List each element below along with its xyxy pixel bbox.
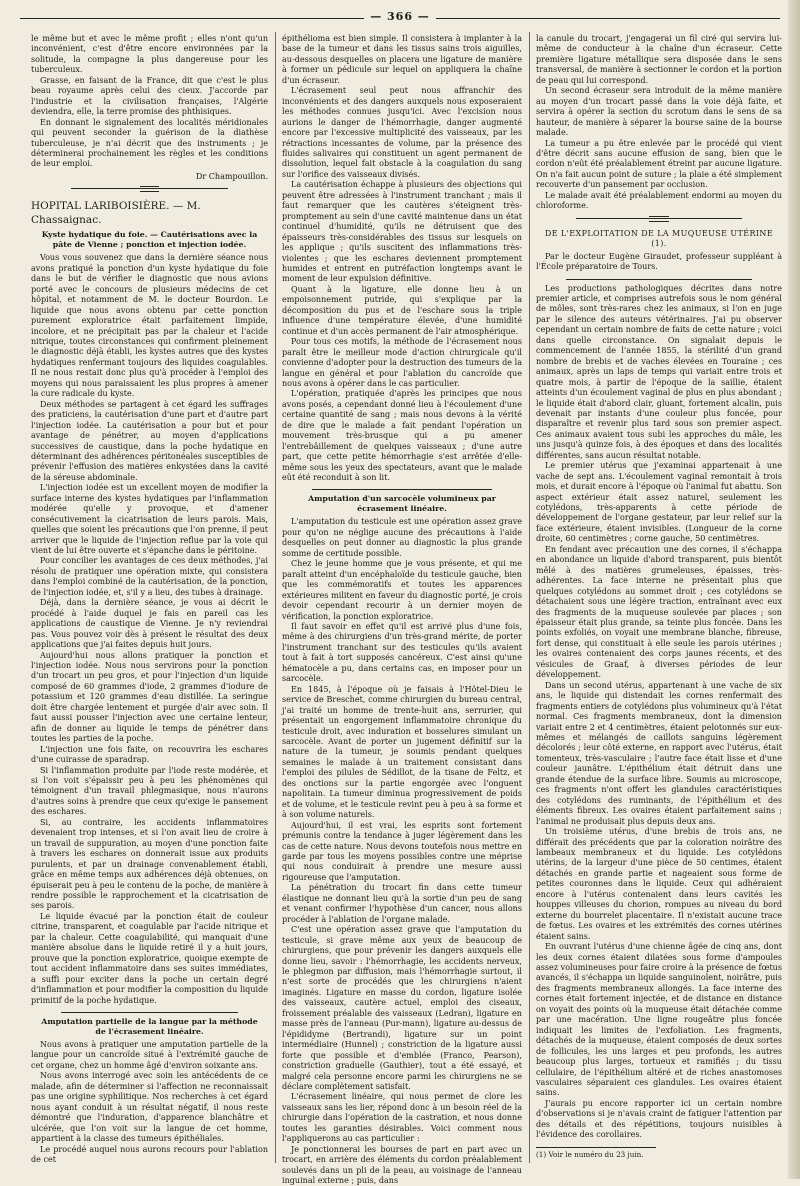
paragraph: Quant à la ligature, elle donne lieu à un empoisonnement putride, qui s'explique par la décomposition du pus et de l'eschare sous la triple influence d'une température élevée, d'une humidité continue et d'un accès permanent de l'air atmosphérique. bbox=[282, 284, 522, 336]
paragraph: Le malade avait été préalablement endormi au moyen du chloroforme. bbox=[536, 190, 782, 211]
paragraph: En ouvrant l'utérus d'une chienne âgée de cinq ans, dont les deux cornes étaient dilatées sous forme d'ampoules assez volumineuses pour faire croire à la présence de fœtus avancés, il s'échappa un liquide sanguinolent, noirâtre, puis des fragments membraneux allongés. La face interne des cornes était fortement injectée, et de distance en distance on voyait des points où la muqueuse était détachée comme par une macération. Une ligne rougeâtre plus foncée indiquait les limites de l'exfoliation. Les fragments, détachés de la muqueuse, étaient composés de deux sortes de follicules, les uns larges et peu profonds, les autres beaucoup plus larges, tortueux et ramifiés ; du tissu cellulaire, de l'épithélium altéré et de riches anastomoses vasculaires séparaient ces glandules. Les ovaires étaient sains. bbox=[536, 942, 782, 1098]
section-separator bbox=[71, 188, 228, 193]
case-subheading: Amputation d'un sarcocèle volumineux par écrasement linéaire. bbox=[308, 494, 496, 514]
paragraph: En fendant avec précaution une des cornes, il s'échappa en abondance un liquide d'abord transparent, puis bientôt mêlé à des matières grumeleuses, épaisses, très-adhérentes. La face interne ne présentait plus que quelques cotylédons au sommet droit ; ces cotylédons se détachaient sous une légère traction, entraînant avec eux des fragments de la muqueuse soulevée par places ; son épaisseur était plus grande, sa teinte plus foncée. Dans les points exfoliés, on voyait une membrane blanche, fibreuse, fort dense, qui constituait à elle seule les parois utérines ; les ovaires contenaient des corps jaunes récents, et des vésicules de Graaf, à diverses périodes de leur développement. bbox=[536, 544, 782, 680]
article-title: DE L'EXPLOITATION DE LA MUQUEUSE UTÉRINE (1). bbox=[544, 228, 774, 249]
section-separator bbox=[566, 279, 752, 280]
case-subheading: Amputation partielle de la langue par la méthode de l'écrasement linéaire. bbox=[41, 1016, 258, 1036]
paragraph: J'aurais pu encore rapporter ici un certain nombre d'observations si je n'avais craint de fatiguer l'attention par des détails et des répétitions, toujours nuisibles à l'évidence des corollaires. bbox=[536, 1098, 782, 1140]
paragraph: Aujourd'hui nous allons pratiquer la ponction et l'injection iodée. Nous nous servirons pour la ponction d'un trocart un peu gros, et pour l'injection d'un liquide composé de 60 grammes d'iode, 2 grammes d'iodure de potassium et 120 grammes d'eau distillée. La seringue doit être chargée lentement et purgée d'air avec soin. Il faut aussi pousser l'injection avec une certaine lenteur, afin de donner au liquide le temps de pénétrer dans toutes les parties de la poche. bbox=[31, 650, 268, 744]
hospital-heading: HOPITAL LARIBOISIÈRE. — M. Chassaignac. bbox=[31, 200, 201, 227]
paragraph: L'opération, pratiquée d'après les principes que nous avons posés, a cependant donné lieu à l'écoulement d'une certaine quantité de sang ; mais nous devons à la vérité de dire que le malade a fait pendant l'opération un mouvement très-brusque qui a pu amener l'entrebâillement de quelques vaisseaux ; d'une autre part, que cette petite hémorrhagie s'est arrêtée d'elle-même sous les yeux des spectateurs, avant que le malade eût été reconduit à son lit. bbox=[282, 389, 522, 483]
column-divider bbox=[529, 32, 530, 1163]
paragraph: Vous vous souvenez que dans la dernière séance nous avons pratiqué la ponction d'un kyste hydatique du foie dans le but de vérifier le diagnostic que nous avions porté avec le concours de plusieurs médecins de cet hôpital, et notamment de M. le docteur Bourdon. Le liquide que nous avons obtenu par cette ponction purement exploratrice était parfaitement limpide, incolore, et ne précipitait pas par la chaleur et l'acide nitrique, toutes circonstances qui confirment pleinement le diagnostic déjà établi, les kystes autres que des kystes hydatiques renfermant toujours des liquides coagulables. Il ne nous restait donc plus qu'à procéder à l'emploi des moyens qui nous paraissaient les plus propres à amener la cure radicale du kyste. bbox=[31, 253, 268, 399]
paragraph: En donnant le signalement des localités méridionales qui peuvent seconder la guérison de la diathèse tuberculeuse, je n'ai décrit que des instruments ; je déterminerai prochainement les règles et les conditions de leur emploi. bbox=[31, 117, 268, 169]
paragraph: Nous avons interrogé avec soin les antécédents de ce malade, afin de déterminer si l'affection ne reconnaissait pas une origine syphilitique. Nos recherches à cet égard nous ayant conduit à un résultat négatif, il nous reste démontré que l'induration, d'apparence blanchâtre et ulcérée, que l'on voit sur la langue de cet homme, appartient à la classe des tumeurs épithéliales. bbox=[31, 1071, 268, 1144]
author-signature: Dr Champouillon. bbox=[195, 171, 268, 181]
paragraph: Les productions pathologiques décrites dans notre premier article, et comprises autrefois sous le nom général de môles, sont très-rares chez les animaux, si l'on en juge par le silence des auteurs vétérinaires. J'ai pu observer cependant un certain nombre de faits de cette nature ; voici dans quelle circonstance. On signalait depuis le commencement de l'année 1855, la stérilité d'un grand nombre de brebis et de vaches élevées en Touraine ; ces animaux, après un laps de temps qui variait entre trois et quatre mois, à partir de l'époque de la saillie, étaient atteints d'un écoulement vaginal de plus en plus abondant ; le liquide était d'abord clair, gluant, fortement alcalin, puis devenait par instants d'une couleur plus foncée, pour disparaître et revenir plus tard sous son premier aspect. Ces animaux avaient tous subi les approches du mâle, les uns jusqu'à quinze fois, à des époques et dans des localités différentes, sans aucun résultat notable. bbox=[536, 283, 782, 460]
paragraph: Le liquide évacué par la ponction était de couleur citrine, transparent, et coagulable par l'acide nitrique et par la chaleur. Cette coagulabilité, qui manquait d'une manière absolue dans le liquide retiré il y a huit jours, prouve que la ponction exploratrice, quoique exempte de tout accident inflammatoire dans ses suites immédiates, a suffi pour exciter dans la poche un certain degré d'inflammation et pour modifier la composition du liquide primitif de la poche hydatique. bbox=[31, 911, 268, 1005]
paragraph: épithélioma est bien simple. Il consistera à implanter à la base de la tumeur et dans les tissus sains trois aiguilles, au-dessous desquelles on placera une ligature de manière à former un pédicule sur lequel on appliquera la chaîne d'un écraseur. bbox=[282, 34, 522, 85]
section-separator bbox=[576, 218, 742, 223]
column-2 bbox=[282, 34, 522, 1186]
article-byline: Par le docteur Eugène Giraudet, professeur suppléant à l'École préparatoire de Tours. bbox=[536, 251, 782, 272]
paragraph: le même but et avec le même profit ; elles n'ont qu'un inconvénient, c'est d'être encore environnées par la solitude, la compagne la plus dangereuse pour les tuberculeux. bbox=[31, 34, 268, 75]
paragraph: L'amputation du testicule est une opération assez grave pour qu'on ne néglige aucune des précautions à l'aide desquelles on peut donner au diagnostic la plus grande somme de certitude possible. bbox=[282, 517, 522, 558]
paragraph: Il faut savoir en effet qu'il est arrivé plus d'une fois, même à des chirurgiens d'un très-grand mérite, de porter l'instrument tranchant sur des testicules qu'ils avaient tout à fait à tort supposés cancéreux. C'est ainsi qu'une hématocèle a pu, dans certains cas, en imposer pour un sarcocèle. bbox=[282, 622, 522, 684]
paragraph: En 1845, à l'époque où je faisais à l'Hôtel-Dieu le service de Breschet, comme chirurgien du bureau central, j'ai traité un homme de trente-huit ans, serrurier, qui présentait un engorgement inflammatoire chronique du testicule droit, avec induration et bosselures simulant un sarcocèle. Avant de porter un jugement définitif sur la nature de la tumeur, je soumis pendant quelques semaines le malade à un traitement consistant dans l'emploi des pilules de Sédillot, de la tisane de Feltz, et des onctions sur la partie engorgée avec l'onguent napolitain. La tumeur diminua progressivement de poids et de volume, et le testicule revint peu à peu à sa forme et à son volume naturels. bbox=[282, 684, 522, 820]
paragraph: Je ponctionnerai les bourses de part en part avec un trocart, en arrière des éléments du cordon préalablement soulevés dans un pli de la peau, au voisinage de l'anneau inguinal externe ; puis, dans bbox=[282, 1144, 522, 1186]
paragraph: Grasse, en faisant de la France, dit que c'est le plus beau royaume après celui des cieux. J'accorde par l'industrie et la civilisation françaises, l'Algérie deviendra, elle, la terre promise des phthisiques. bbox=[31, 75, 268, 117]
paragraph: La tumeur a pu être enlevée par le procédé qui vient d'être décrit sans aucune effusion de sang, bien que le cordon n'eût été préalablement étreint par aucune ligature. On n'a fait aucun point de suture ; la plaie a été simplement recouverte d'un pansement par occlusion. bbox=[536, 138, 782, 190]
section-separator bbox=[312, 489, 492, 490]
paragraph: Nous avons à pratiquer une amputation partielle de la langue pour un cancroïde situé à l'extrémité gauche de cet organe, chez un homme âgé d'environ soixante ans. bbox=[31, 1039, 268, 1070]
paragraph: L'écrasement seul peut nous affranchir des inconvénients et des dangers auxquels nous exposeraient les méthodes connues jusqu'ici. Avec l'excision nous aurions le danger de l'hémorrhagie, danger augmenté encore par l'excessive multiplicité des vaisseaux, par les rétractions incessantes de volume, par la présence des fluides salivaires qui constituent un agent permanent de dissolution, lequel fait obstacle à la coagulation du sang sur l'orifice des vaisseaux divisés. bbox=[282, 86, 522, 179]
column-divider bbox=[275, 32, 276, 1163]
footnote: (1) Voir le numéro du 23 juin. bbox=[536, 1147, 656, 1160]
section-separator bbox=[61, 1012, 238, 1013]
paragraph: Si, au contraire, les accidents inflammatoires devenaient trop intenses, et si l'on avait lieu de croire à un travail de suppuration, au moyen d'une ponction faite à travers les eschares on donnerait issue aux produits purulents, et par un drainage convenablement établi, grâce en même temps aux adhérences déjà obtenues, on épuiserait peu à peu le contenu de la poche, de manière à rendre possible le rapprochement et la cicatrisation de ses parois. bbox=[31, 817, 268, 911]
paragraph: La cautérisation échappe à plusieurs des objections qui peuvent être adressées à l'instrument tranchant ; mais il faut remarquer que les cautères s'éteignent très-promptement au sein d'une cavité maintenue dans un état continuel d'humidité, qu'ils ne détruisent que des épaisseurs très-considérables des tissus sur lesquels on les applique ; qu'ils suscitent des inflammations très-violentes ; que les eschares deviennent promptement humides et entrent en putréfaction longtemps avant le moment de leur expulsion définitive. bbox=[282, 180, 522, 284]
paragraph: Pour tous ces motifs, la méthode de l'écrasement nous paraît être le meilleur mode d'action chirurgicale qu'il convienne d'adopter pour la destruction des tumeurs de la langue en général et pour l'ablation du cancroïde que nous avons à opérer dans le cas particulier. bbox=[282, 337, 522, 388]
paragraph: L'injection iodée est un excellent moyen de modifier la surface interne des kystes hydatiques par l'inflammation modérée qu'elle y provoque, et d'amener consécutivement la cicatrisation de leurs parois. Mais, quelles que soient les précautions que l'on prenne, il peut arriver que le liquide de l'injection reflue par la voie qui vient de lui être ouverte et s'épanche dans le péritoine. bbox=[31, 483, 268, 556]
paragraph: Si l'inflammation produite par l'iode reste modérée, et si l'on voit s'épaissir peu à peu les phénomènes qui témoignent d'un travail phlegmasique, nous n'aurons d'autres soins à prendre que ceux qu'exige le pansement des eschares. bbox=[31, 765, 268, 817]
paragraph: Dans un second utérus, appartenant à une vache de six ans, le liquide qui distendait les cornes renfermait des fragments entiers de cotylédons plus volumineux qu'à l'état normal. Ces fragments membraneux, dont la dimension variait entre 2 et 4 centimètres, étaient pelotonnés sur eux-mêmes et mélangés de caillots sanguins légèrement décolorés ; leur côté externe, en rapport avec l'utérus, était tomenteux, très-vasculaire ; l'autre face était lisse et d'une couleur jaunâtre. L'épithélium était détruit dans une grande étendue de la surface libre. Soumis au microscope, ces fragments n'ont offert les glandules caractéristiques des cotylédons des ruminants, de l'épithélium et des éléments fibreux. Les ovaires étaient parfaitement sains ; l'animal ne produisait plus depuis deux ans. bbox=[536, 680, 782, 826]
paragraph: L'écrasement linéaire, qui nous permet de clore les vaisseaux sans les lier, répond donc à un besoin réel de la chirurgie dans l'opération de la castration, et nous donne toutes les garanties désirables. Voici comment nous l'appliquerons au cas particulier : bbox=[282, 1092, 522, 1144]
paragraph: Déjà, dans la dernière séance, je vous ai décrit le procédé à l'aide duquel je fais en pareil cas les applications de caustique de Vienne. Je n'y reviendrai pas. Vous pouvez voir dès à présent le résultat des deux applications que j'ai faites depuis huit jours. bbox=[31, 598, 268, 650]
paragraph: Deux méthodes se partagent à cet égard les suffrages des praticiens, la cautérisation d'une part et d'autre part l'injection iodée. La cautérisation a pour but et pour avantage de pénétrer, au moyen d'applications successives de caustique, dans la poche hydatique en déterminant des adhérences péritonéales susceptibles de prévenir l'effusion des matières enkystées dans la cavité de la séreuse abdominale. bbox=[31, 399, 268, 482]
paragraph: Chez le jeune homme que je vous présente, et qui me paraît atteint d'un encéphaloïde du testicule gauche, bien que les commémoratifs et toutes les apparences extérieures militent en faveur du diagnostic porté, je crois devoir cependant recourir à un dernier moyen de vérification, la ponction exploratrice. bbox=[282, 559, 522, 621]
paragraph: L'injection une fois faite, on recouvrira les eschares d'une cuirasse de sparadrap. bbox=[31, 744, 268, 765]
paragraph: Un troisième utérus, d'une brebis de trois ans, ne différait des précédents que par la coloration noirâtre des lambeaux membraneux et du liquide. Les cotylédons utérins, de la largeur d'une pièce de 50 centimes, étaient détachés en grande partie et nageaient sous forme de petites couronnes dans le liquide. Ceux qui adhéraient encore à l'utérus contenaient dans leurs cavités les houppes villeuses du chorion, rompues au niveau du bord externe du bourrelet placentaire. Il n'existait aucune trace de fœtus. Les ovaires et les extrémités des cornes utérines étaient sains. bbox=[536, 827, 782, 941]
paragraph: Le procédé auquel nous aurons recours pour l'ablation de cet bbox=[31, 1144, 268, 1164]
paragraph: Un second écraseur sera introduit de la même manière au moyen d'un trocart passé dans la voie déjà faite, et servira à opérer la section du scrotum dans le sens de sa hauteur, de manière à séparer la bourse saine de la bourse malade. bbox=[536, 86, 782, 138]
column-1 bbox=[31, 34, 268, 1163]
paragraph: La pénétration du trocart fin dans cette tumeur élastique ne donnant lieu qu'à la sortie d'un peu de sang et venant confirmer l'hypothèse d'un cancer, nous allons procéder à l'ablation de l'organe malade. bbox=[282, 883, 522, 924]
paragraph: Le premier utérus que j'examinai appartenait à une vache de sept ans. L'écoulement vaginal remontait à trois mois, et durait encore à l'époque où l'animal fut abattu. Son aspect extérieur était assez naturel, seulement les cotylédons, très-apparents à cette période de développement de l'organe gestateur, par leur relief sur la face extérieure, étaient invisibles. (Longueur de la corne droite, 60 centimètres ; corne gauche, 50 centimètres. bbox=[536, 461, 782, 544]
page-header bbox=[20, 10, 780, 26]
column-3 bbox=[536, 34, 782, 1163]
paragraph: Pour concilier les avantages de ces deux méthodes, j'ai résolu de pratiquer une opération mixte, qui consistera dans l'emploi combiné de la cautérisation, de la ponction, de l'injection iodée, et, s'il y a lieu, des tubes à drainage. bbox=[31, 556, 268, 597]
paragraph: Aujourd'hui, il est vrai, les esprits sont fortement prémunis contre la tendance à juger légèrement dans les cas de cette nature. Nous devons toutefois nous mettre en garde par tous les moyens possibles contre une méprise qui nous conduirait à prendre une mesure aussi rigoureuse que l'amputation. bbox=[282, 820, 522, 882]
paragraph: la canule du trocart, j'engagerai un fil ciré qui servira lui-même de conducteur à la chaîne d'un écraseur. Cette première ligature métallique sera disposée dans le sens transversal, de manière à sectionner le cordon et la portion de peau qui lui correspond. bbox=[536, 34, 782, 85]
page-number: — 366 — bbox=[364, 10, 436, 23]
page-edge-shadow bbox=[788, 0, 800, 1179]
paragraph: C'est une opération assez grave que l'amputation du testicule, si grave même aux yeux de beaucoup de chirurgiens, que pour prévenir les dangers auxquels elle donne lieu, savoir : l'hémorrhagie, les accidents nerveux, le phlegmon par diffusion, mais l'hémorrhagie surtout, il n'est sorte de procédés que les chirurgiens n'aient imaginés. Ligature en masse du cordon, ligature isolée des vaisseaux, cautère actuel, emploi des ciseaux, froissement préalable des vaisseaux (Ledran), ligature en masse près de l'anneau (Pur-mann), ligature au-dessus de l'épididyme (Bertrandi), ligature sur un point intermédiaire (Hunnel) ; constriction de la ligature aussi forte que possible et d'emblée (Franco, Pearson), constriction graduelle (Gauthier), tout a été essayé, et malgré cela personne encore parmi les chirurgiens ne se déclare complètement satisfait. bbox=[282, 925, 522, 1091]
case-subheading: Kyste hydatique du foie. — Cautérisations avec la pâte de Vienne ; ponction et injection iodée. bbox=[41, 230, 258, 250]
